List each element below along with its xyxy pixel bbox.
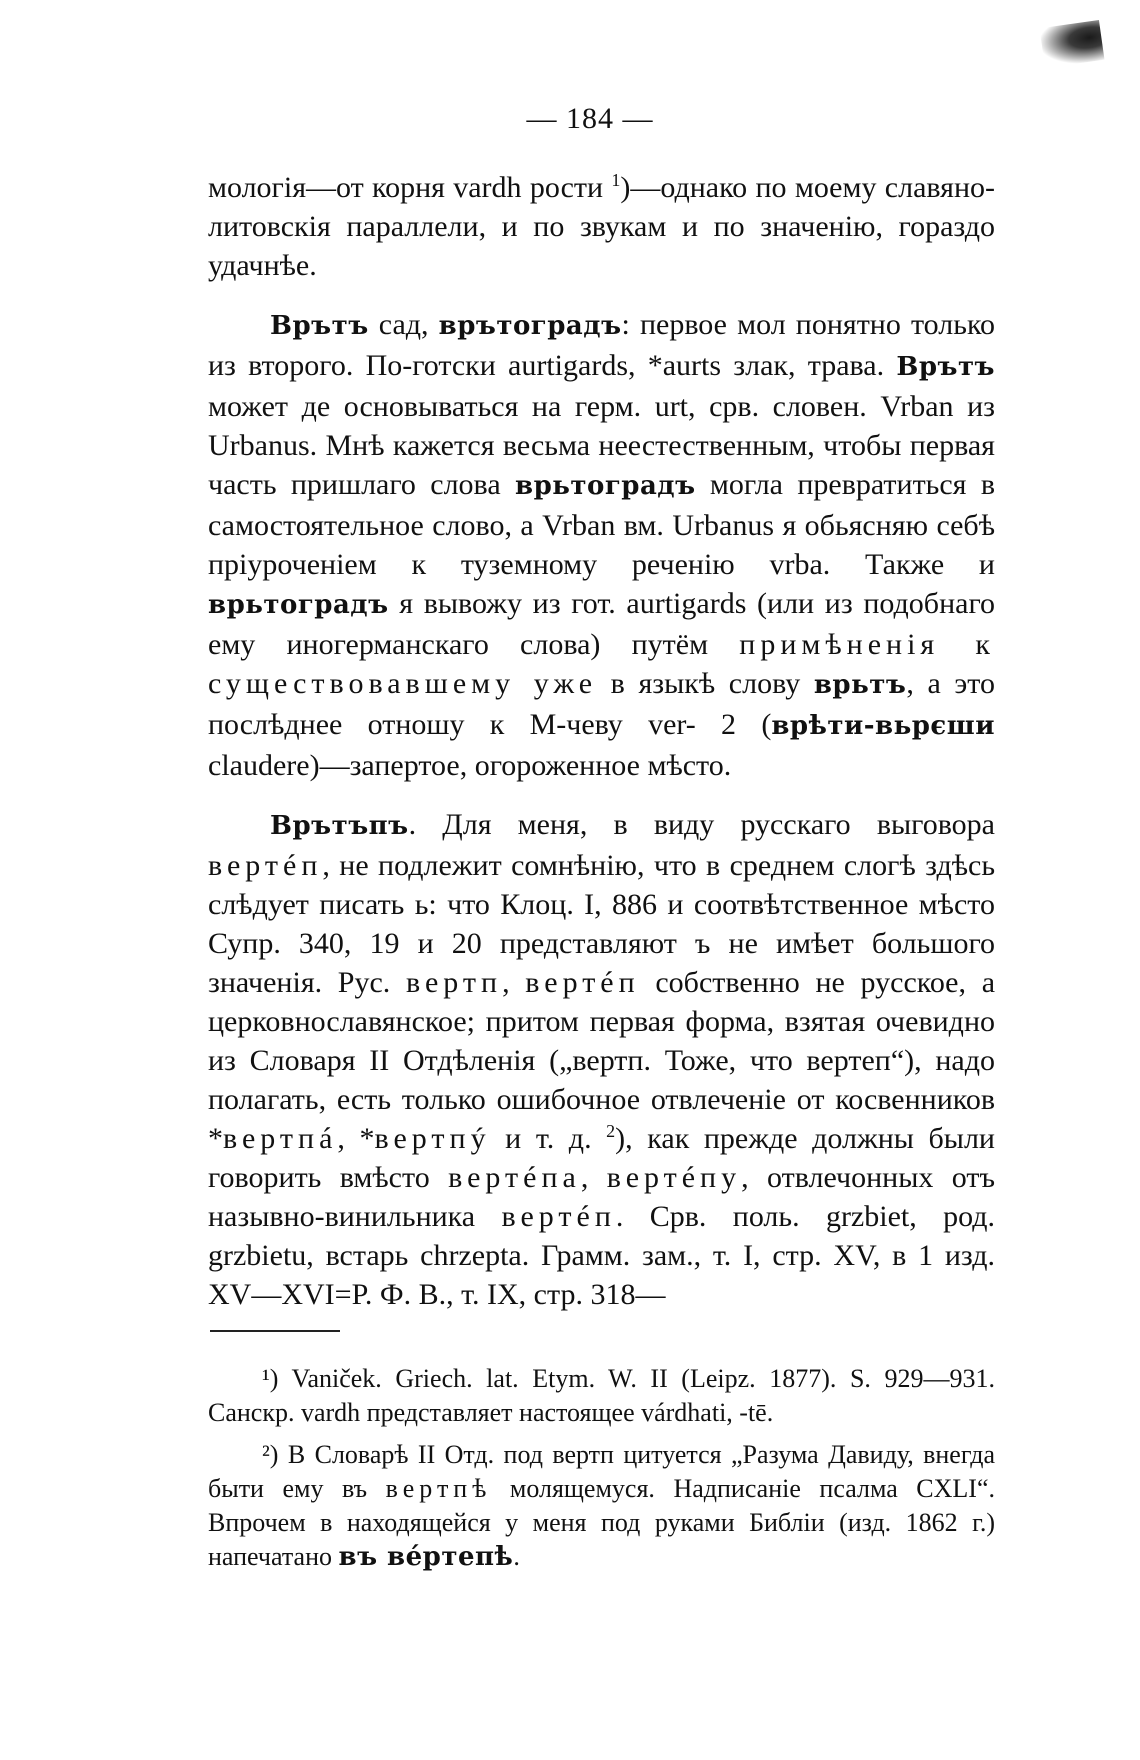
text-run: , не подлежит сомнѣнію, что в среднем слогѣ здѣсь слѣдует писать ь: что Клоц. I, 886 и соотвѣтственное мѣсто Супр. 340, 19 и 20 представляют ъ не имѣет большого значенія. Рус.	[208, 849, 995, 999]
text-run: . Срв. поль. grzbiet, род. grzbietu, встарь chrzepta. Грамм. зам., т. I, стр. XV, в 1 изд. XV—XVI=P. Ф. В., т. IX, стр. 318—	[208, 1200, 995, 1311]
text-run: .	[513, 1542, 520, 1571]
text-run: . Для меня, в виду русскаго выговора	[408, 808, 995, 841]
footnote-ref-2[interactable]: 2	[606, 1121, 616, 1141]
text-run: , *	[337, 1122, 375, 1155]
spaced-emphasis: вертп	[406, 966, 503, 999]
text-run: я вывожу из гот. aurtigards (или из подобнаго ему иногерманскаго слова) путём	[208, 587, 995, 661]
ink-smudge	[1040, 20, 1105, 68]
footnote-2	[208, 1438, 995, 1574]
church-slavonic-word: въ вéртепѣ	[338, 1542, 514, 1572]
text-run: claudere)—запертое, огороженное мѣсто.	[208, 749, 732, 782]
entry-vrtp	[208, 805, 995, 1314]
text-run: )—однако по моему славяно-литовскія параллели, и по звукам и по значенію, гораздо удачнѣе.	[208, 171, 995, 282]
text-run: ), как прежде должны были говорить вмѣсто	[208, 1122, 995, 1194]
church-slavonic-word: Врътъ	[896, 352, 995, 382]
headword: Врътъпъ	[270, 811, 409, 841]
text-run: , а это послѣднее отношу к М-чеву ver- 2 (	[208, 667, 996, 741]
spaced-emphasis: примѣненія к существовавшему уже	[208, 628, 995, 700]
paragraph-continuation	[208, 168, 995, 285]
page-number: — 184 —	[526, 102, 654, 135]
text-run: может де основываться на герм. urt, срв. словен. Vrban из Urbanus. Мнѣ кажется весьма неестественным, чтобы первая часть пришлаго слова	[208, 390, 995, 501]
spaced-emphasis: вертéпу	[606, 1161, 742, 1194]
spaced-emphasis: вертéп	[501, 1200, 616, 1233]
footnote-divider	[210, 1330, 340, 1332]
text-run: ,	[580, 1161, 607, 1194]
text-run: и т. д.	[490, 1122, 607, 1155]
church-slavonic-word: врьтоградъ	[515, 471, 696, 501]
spaced-emphasis: вертпá	[223, 1122, 338, 1155]
spaced-emphasis: вертéп	[208, 849, 323, 882]
spaced-emphasis: вертéп	[525, 966, 640, 999]
spaced-emphasis: вертпý	[374, 1122, 491, 1155]
church-slavonic-word: врьтъ	[813, 670, 907, 700]
text-run: мологія—от корня vardh рости	[208, 171, 612, 204]
text-run: молящемуся. Надписаніе псалма CXLI“. Впрочем в находящейся у меня под руками Библіи (изд. 1862 г.) напечатано	[208, 1474, 995, 1571]
spaced-emphasis: вертéпа	[448, 1161, 581, 1194]
footnote-1: ¹) Vaniček. Griech. lat. Etym. W. II (Leipz. 1877). S. 929—931. Санскр. vardh представляет настоящее várdhati, -tē.	[208, 1364, 995, 1427]
text-run: ²) В Словарѣ II Отд. под вертп цитуется „Разума Давиду, внегда быти ему въ	[208, 1440, 995, 1503]
text-run: могла превратиться в самостоятельное слово, а Vrban вм. Urbanus я обьясняю себѣ пріуроченіем к туземному реченію vrba. Также и	[208, 468, 995, 581]
text-run: ,	[502, 966, 526, 999]
church-slavonic-word: врьтоградъ	[208, 590, 389, 620]
text-run: в языкѣ слову	[597, 667, 814, 700]
entry-vrt	[208, 305, 995, 785]
church-slavonic-word: врътоградъ	[438, 311, 622, 341]
footnotes	[208, 1362, 995, 1582]
church-slavonic-word: врѣти-вьрєши	[771, 711, 995, 741]
text-run: собственно не русское, а церковнославянское; притом первая форма, взятая очевидно из Словаря II Отдѣленія („вертп. Тоже, что вертеп“), надо полагать, есть только ошибочное отвлеченіе от косвенников *	[208, 966, 996, 1155]
main-text	[208, 168, 995, 1314]
headword: Врътъ	[270, 311, 369, 341]
text-run: сад,	[368, 308, 439, 341]
text-run: , отвлечонных отъ назывно-винильника	[208, 1161, 995, 1233]
text-run: : первое мол понятно только из второго. По-готски aurtigards, *aurts злак, трава.	[208, 308, 995, 382]
spaced-emphasis: вертпѣ	[385, 1474, 492, 1503]
footnote-ref-1[interactable]: 1	[611, 170, 621, 190]
